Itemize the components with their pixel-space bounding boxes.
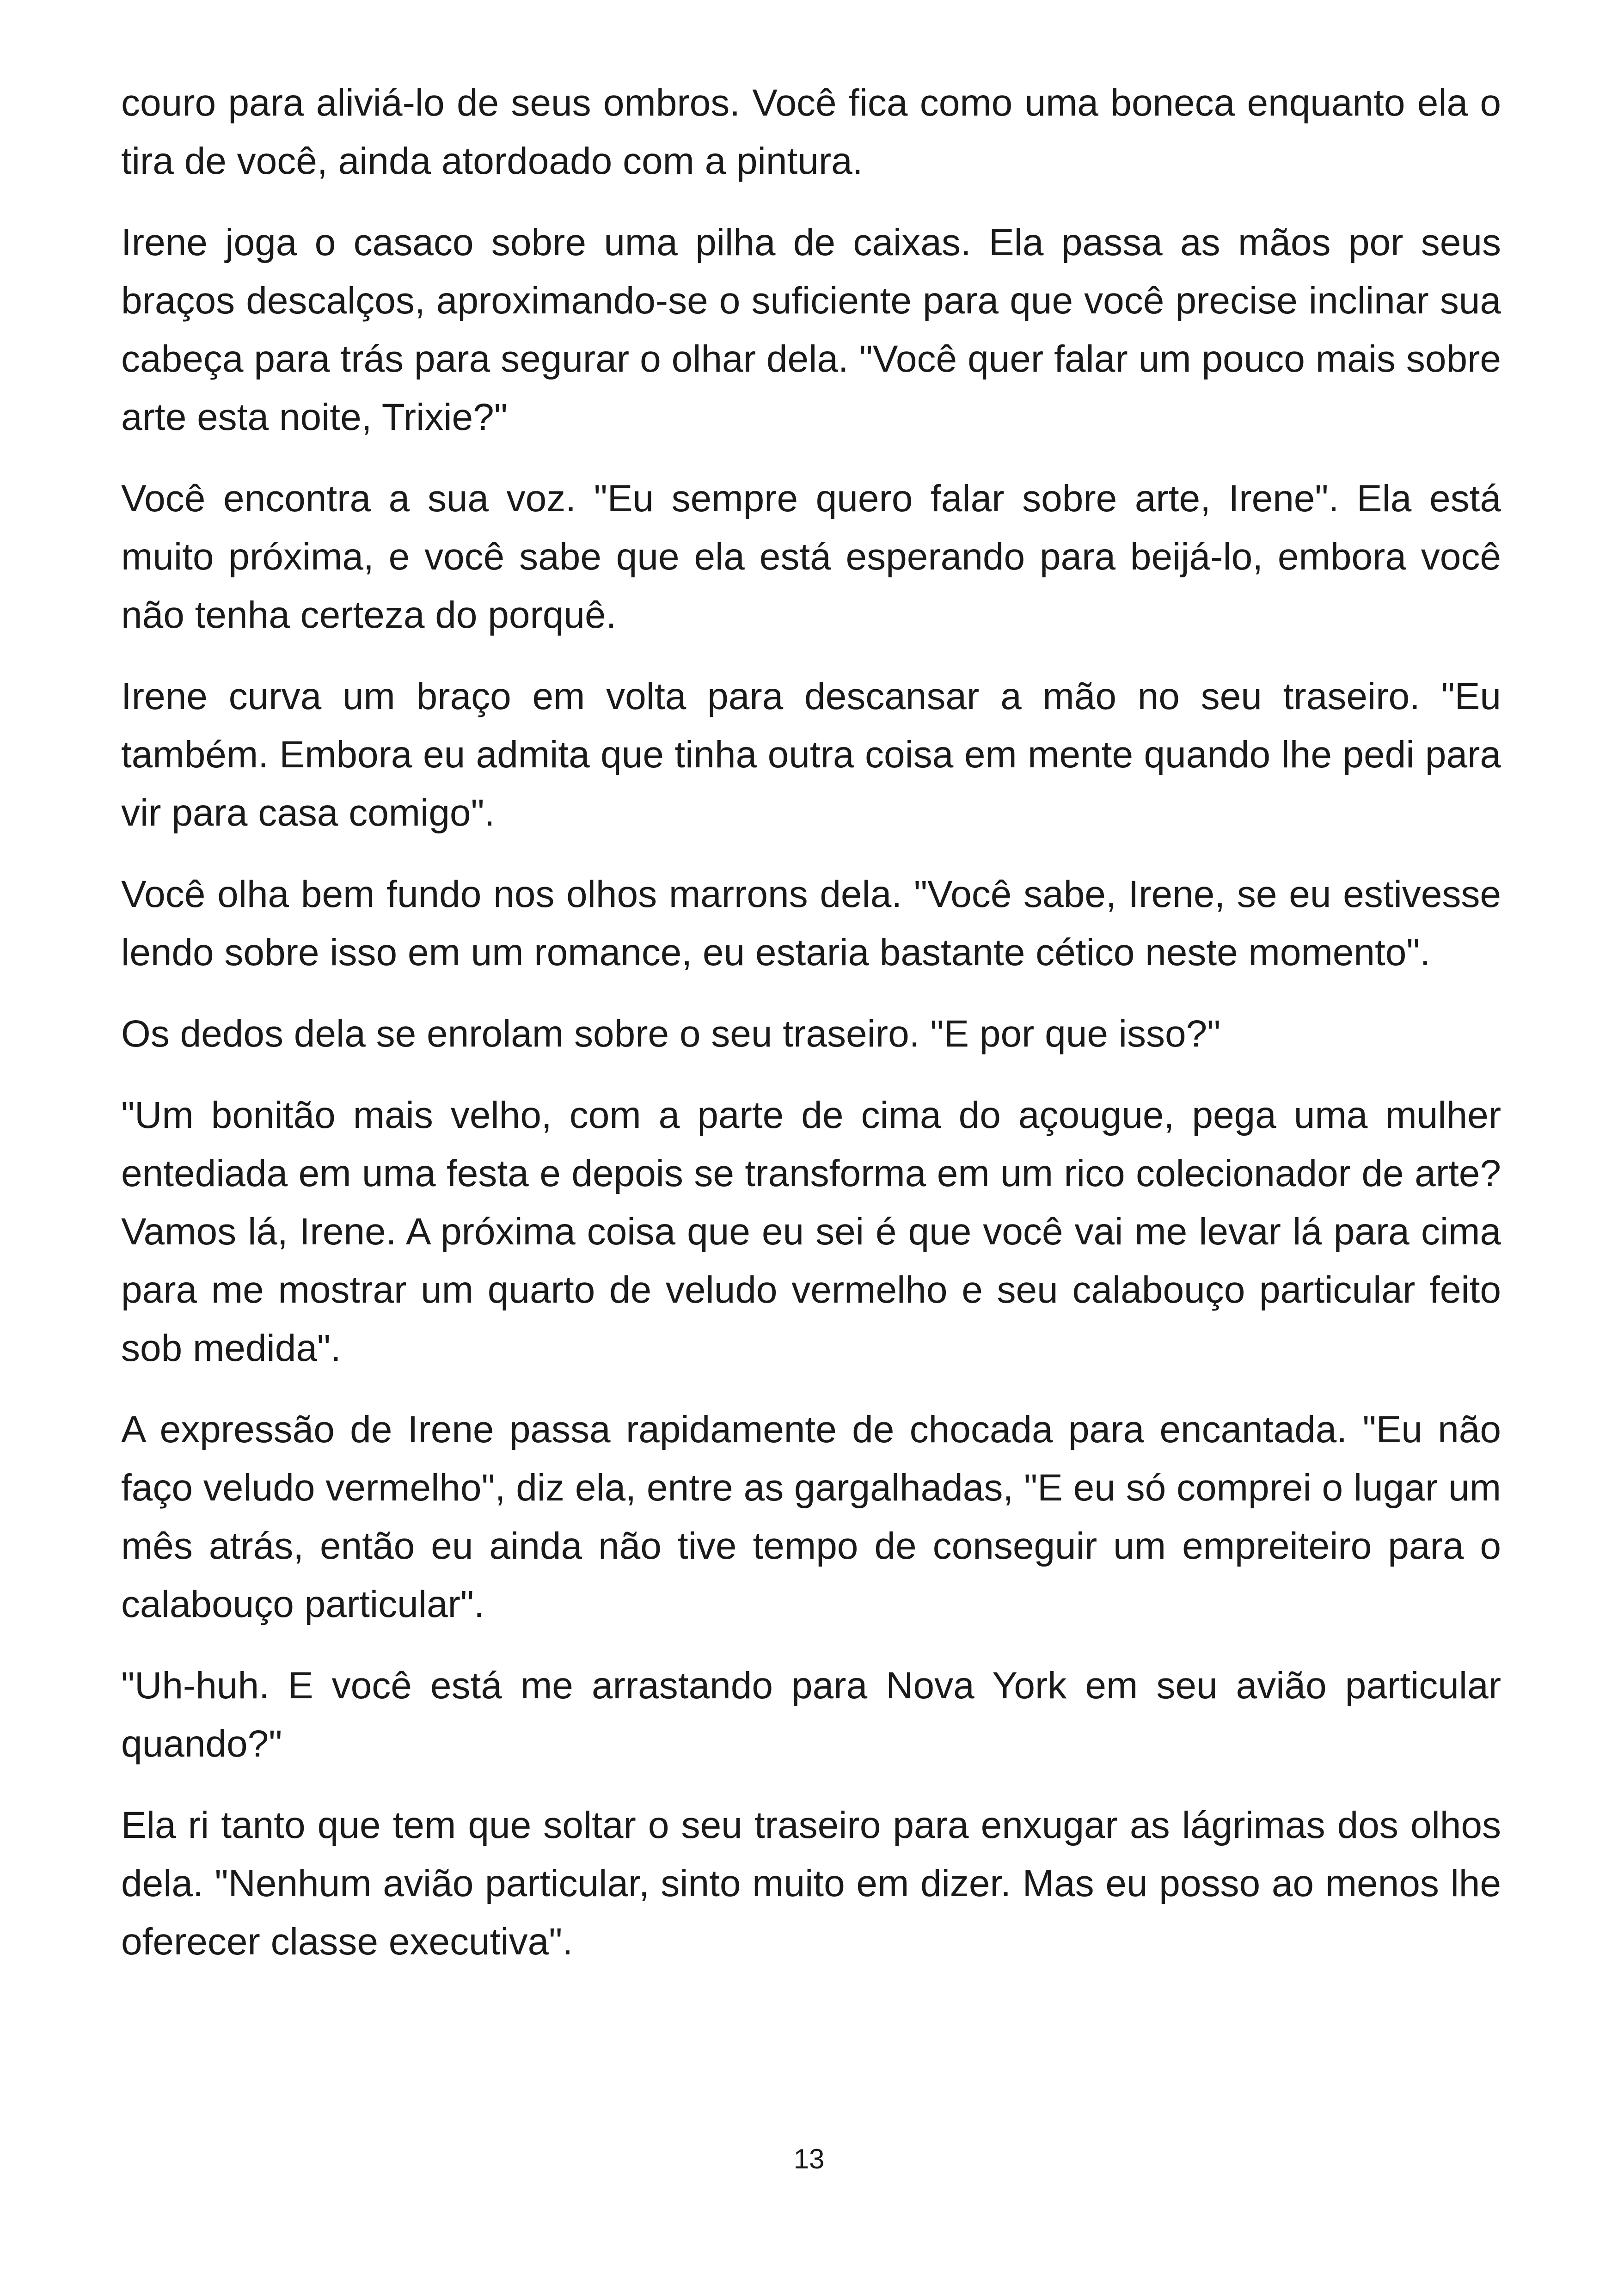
paragraph: Você encontra a sua voz. "Eu sempre quero falar sobre arte, Irene". Ela está muito próxima, e você sabe que ela está esperando para beijá-lo, embora você não tenha certeza do porquê.: [121, 478, 1501, 636]
paragraph: Irene joga o casaco sobre uma pilha de caixas. Ela passa as mãos por seus braços descalços, aproximando-se o suficiente para que você precise inclinar sua cabeça para trás para segurar o olhar dela. "Você quer falar um pouco mais sobre arte esta noite, Trixie?": [121, 221, 1501, 438]
body-text: [121, 74, 1501, 1994]
page-number: 13: [793, 2143, 825, 2174]
paragraph: "Uh-huh. E você está me arrastando para Nova York em seu avião particular quando?": [121, 1665, 1501, 1765]
paragraph: couro para aliviá-lo de seus ombros. Você fica como uma boneca enquanto ela o tira de você, ainda atordoado com a pintura.: [121, 82, 1501, 182]
paragraph: Irene curva um braço em volta para descansar a mão no seu traseiro. "Eu também. Embora eu admita que tinha outra coisa em mente quando lhe pedi para vir para casa comigo".: [121, 675, 1501, 834]
paragraph: Você olha bem fundo nos olhos marrons dela. "Você sabe, Irene, se eu estivesse lendo sobre isso em um romance, eu estaria bastante cético neste momento".: [121, 873, 1501, 974]
paragraph: "Um bonitão mais velho, com a parte de cima do açougue, pega uma mulher entediada em uma festa e depois se transforma em um rico colecionador de arte? Vamos lá, Irene. A próxima coisa que eu sei é que você vai me levar lá para cima para me mostrar um quarto de veludo vermelho e seu calabouço particular feito sob medida".: [121, 1094, 1501, 1369]
paragraph: Ela ri tanto que tem que soltar o seu traseiro para enxugar as lágrimas dos olhos dela. "Nenhum avião particular, sinto muito em dizer. Mas eu posso ao menos lhe oferecer classe executiva".: [121, 1804, 1501, 1963]
paragraph: A expressão de Irene passa rapidamente de chocada para encantada. "Eu não faço veludo vermelho", diz ela, entre as gargalhadas, "E eu só comprei o lugar um mês atrás, então eu ainda não tive tempo de conseguir um empreiteiro para o calabouço particular".: [121, 1408, 1501, 1625]
paragraph: Os dedos dela se enrolam sobre o seu traseiro. "E por que isso?": [121, 1013, 1221, 1055]
